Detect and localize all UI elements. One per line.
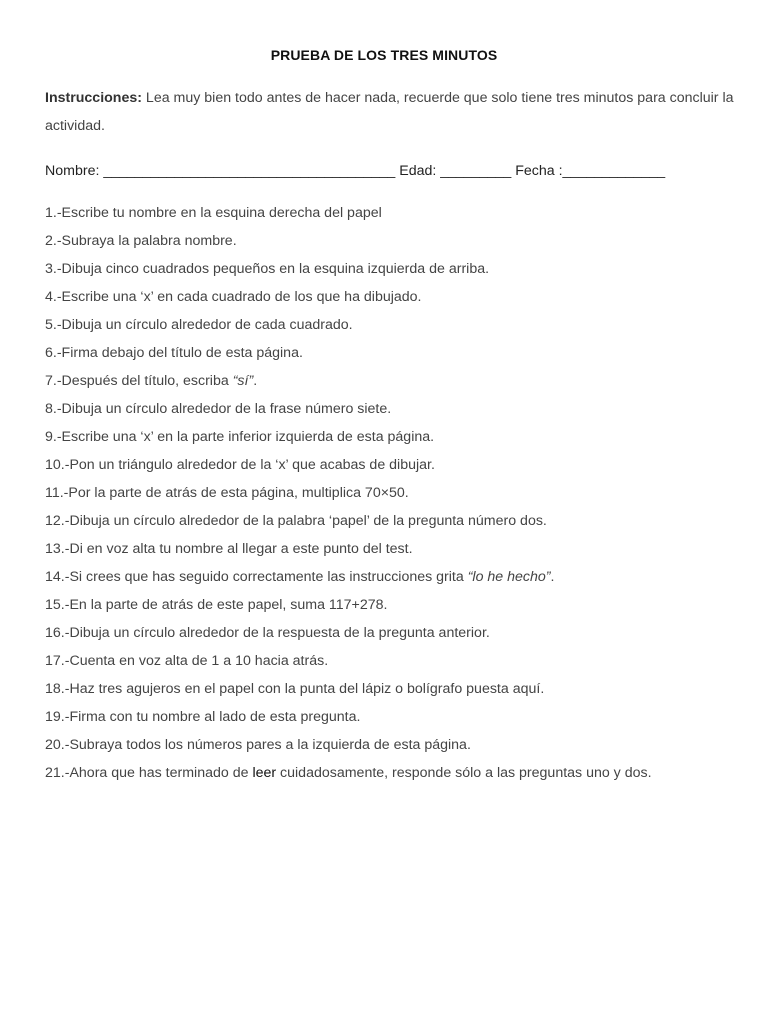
question-item: 13.-Di en voz alta tu nombre al llegar a este punto del test. <box>45 541 413 557</box>
question-italic-text: “sí” <box>232 373 254 389</box>
question-end: . <box>253 373 258 389</box>
instructions-label: Instrucciones: <box>45 90 142 106</box>
question-item: 20.-Subraya todos los números pares a la izquierda de esta página. <box>45 737 471 753</box>
question-italic-text: “lo he hecho” <box>467 569 551 585</box>
age-blank: _________ <box>440 163 512 179</box>
question-item: 3.-Dibuja cinco cuadrados pequeños en la esquina izquierda de arriba. <box>45 261 490 277</box>
question-end: cuidadosamente, responde sólo a las preguntas uno y dos. <box>276 765 652 781</box>
question-emphasis-word: leer <box>252 765 277 781</box>
student-info-line <box>45 160 735 182</box>
question-item: 15.-En la parte de atrás de este papel, suma 117+278. <box>45 597 388 613</box>
question-item: 8.-Dibuja un círculo alrededor de la frase número siete. <box>45 401 392 417</box>
question-end: . <box>550 569 555 585</box>
question-item: 10.-Pon un triángulo alrededor de la ‘x’ que acabas de dibujar. <box>45 457 435 473</box>
question-text: 14.-Si crees que has seguido correctamente las instrucciones grita <box>45 569 468 585</box>
question-item: 11.-Por la parte de atrás de esta página, multiplica 70×50. <box>45 485 409 501</box>
name-label: Nombre: <box>45 163 104 179</box>
question-list <box>45 199 725 787</box>
question-item <box>45 759 725 787</box>
question-item: 18.-Haz tres agujeros en el papel con la punta del lápiz o bolígrafo puesta aquí. <box>45 681 545 697</box>
instructions-text: Lea muy bien todo antes de hacer nada, recuerde que solo tiene tres minutos para concluir la actividad. <box>45 90 734 134</box>
question-item: 4.-Escribe una ‘x’ en cada cuadrado de los que ha dibujado. <box>45 289 422 305</box>
question-item: 16.-Dibuja un círculo alrededor de la respuesta de la pregunta anterior. <box>45 625 490 641</box>
date-blank: _____________ <box>562 163 666 179</box>
question-item: 5.-Dibuja un círculo alrededor de cada cuadrado. <box>45 317 353 333</box>
instructions-paragraph <box>45 84 735 140</box>
question-item: 2.-Subraya la palabra nombre. <box>45 233 237 249</box>
question-item: 9.-Escribe una ‘x’ en la parte inferior izquierda de esta página. <box>45 429 435 445</box>
date-label: Fecha : <box>511 163 563 179</box>
page-title: PRUEBA DE LOS TRES MINUTOS <box>270 47 498 63</box>
question-item <box>45 563 725 591</box>
question-item: 17.-Cuenta en voz alta de 1 a 10 hacia atrás. <box>45 653 329 669</box>
question-item: 1.-Escribe tu nombre en la esquina derecha del papel <box>45 205 382 221</box>
question-item: 12.-Dibuja un círculo alrededor de la palabra ‘papel’ de la pregunta número dos. <box>45 513 547 529</box>
question-item <box>45 367 725 395</box>
question-text: 7.-Después del título, escriba <box>45 373 233 389</box>
name-blank: _____________________________________ <box>103 163 396 179</box>
question-item: 19.-Firma con tu nombre al lado de esta pregunta. <box>45 709 361 725</box>
age-label: Edad: <box>395 163 441 179</box>
question-item: 6.-Firma debajo del título de esta página. <box>45 345 303 361</box>
question-text: 21.-Ahora que has terminado de <box>45 765 253 781</box>
